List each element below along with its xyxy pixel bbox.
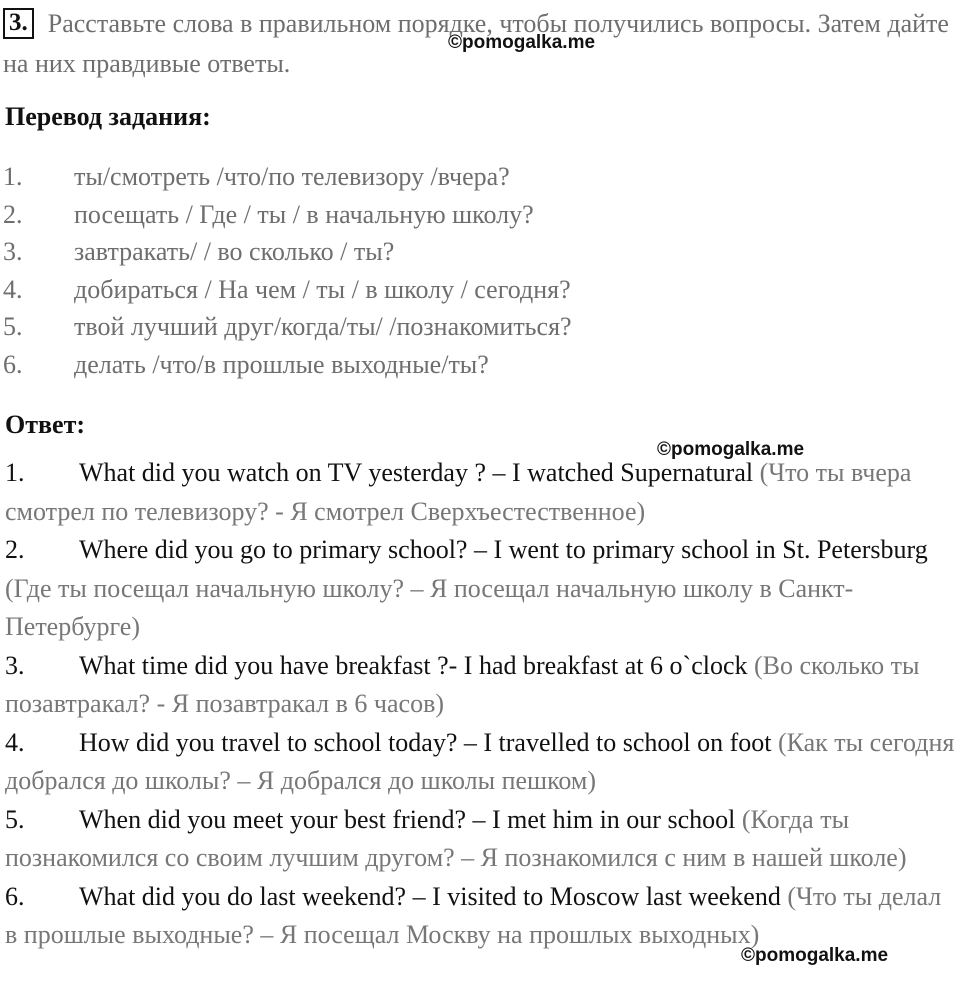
- item-text: ты/смотреть /что/по телевизору /вчера?: [74, 162, 510, 191]
- list-item: [3, 196, 903, 234]
- answer-russian: (Что ты вчера смотрел по телевизору? - Я смотрел Сверхъестественное): [5, 458, 912, 526]
- watermark: ©pomogalka.me: [448, 32, 596, 53]
- item-text: добираться / На чем / ты / в школу / сегодня?: [74, 274, 571, 304]
- item-text: твой лучший друг/когда/ты/ /познакомиться?: [74, 312, 572, 341]
- answer-heading: Ответ:: [5, 410, 86, 439]
- answer-english: When did you meet your best friend? – I met him in our school: [79, 804, 736, 834]
- answer-russian: (Во сколько ты позавтракал? - Я позавтракал в 6 часов): [5, 650, 920, 718]
- translation-heading: Перевод задания:: [5, 102, 211, 131]
- answer-item: [5, 531, 957, 647]
- answer-item: [5, 724, 957, 801]
- answer-item: [5, 454, 957, 531]
- list-item: [3, 308, 903, 346]
- list-item: [3, 346, 903, 384]
- list-item: [3, 271, 903, 309]
- answer-number: 5.: [5, 804, 25, 834]
- answer-english: Where did you go to primary school? – I went to primary school in St. Petersburg: [79, 535, 928, 564]
- item-number: 1.: [3, 162, 23, 191]
- answer-english: What time did you have breakfast ?- I had breakfast at 6 o`clock: [79, 650, 748, 680]
- answer-english: What did you watch on TV yesterday ? – I watched Supernatural: [79, 458, 754, 487]
- answer-number: 1.: [5, 458, 25, 487]
- watermark: ©pomogalka.me: [741, 945, 889, 966]
- answer-item: [5, 801, 957, 878]
- answer-item: [5, 647, 957, 724]
- answer-russian: (Как ты сегодня добрался до школы? – Я добрался до школы пешком): [5, 727, 955, 795]
- answer-russian: (Где ты посещал начальную школу? – Я посещал начальную школу в Санкт-Петербурге): [5, 573, 854, 641]
- translation-list: [3, 158, 903, 383]
- item-text: завтракать/ / во сколько / ты?: [74, 237, 395, 266]
- answer-list: [5, 454, 957, 955]
- item-number: 5.: [3, 312, 23, 341]
- watermark: ©pomogalka.me: [657, 439, 805, 460]
- item-number: 2.: [3, 199, 23, 229]
- answer-number: 4.: [5, 727, 25, 757]
- answer-russian: (Когда ты познакомился со своим лучшим другом? – Я познакомился с ним в нашей школе): [5, 804, 907, 872]
- task-instruction-text: Расставьте слова в правильном порядке, чтобы получились вопросы. Затем дайте на них правдивые ответы.: [3, 9, 949, 78]
- task-number-badge: 3.: [3, 8, 34, 39]
- answer-number: 6.: [5, 881, 25, 911]
- answer-number: 3.: [5, 650, 25, 680]
- list-item: [3, 233, 903, 271]
- item-text: посещать / Где / ты / в начальную школу?: [74, 199, 534, 229]
- answer-number: 2.: [5, 535, 25, 564]
- answer-item: [5, 878, 957, 955]
- answer-english: How did you travel to school today? – I travelled to school on foot: [79, 727, 772, 757]
- answer-russian: (Что ты делал в прошлые выходные? – Я посещал Москву на прошлых выходных): [5, 881, 942, 949]
- item-number: 3.: [3, 237, 23, 266]
- answer-english: What did you do last weekend? – I visited to Moscow last weekend: [79, 881, 781, 911]
- list-item: [3, 158, 903, 196]
- item-number: 4.: [3, 274, 23, 304]
- item-text: делать /что/в прошлые выходные/ты?: [74, 349, 489, 379]
- item-number: 6.: [3, 349, 23, 379]
